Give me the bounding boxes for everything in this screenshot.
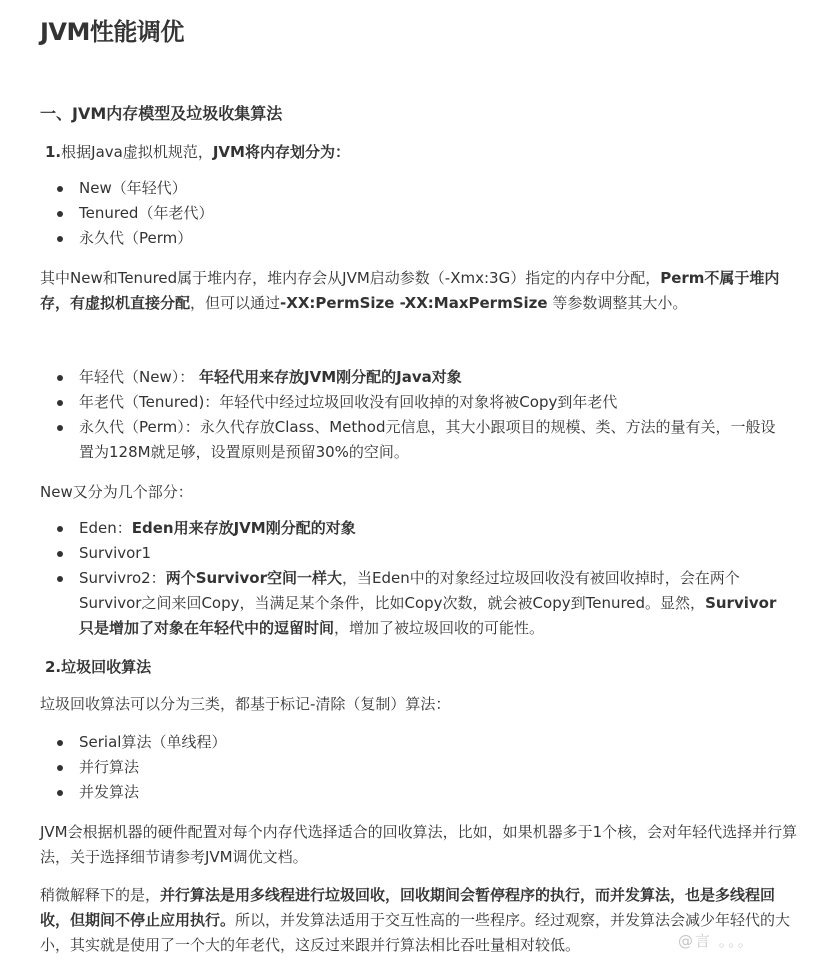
list-item [52, 730, 782, 755]
list-item-bold: 两个Survivor空间一样大 [165, 569, 342, 587]
bullet-icon [57, 526, 63, 532]
list-item-label: 永久代（Perm）： [79, 418, 200, 436]
subsection-heading-text: 2.垃圾回收算法 [45, 658, 152, 676]
subsection-number: 1. [45, 143, 62, 161]
list-item [52, 176, 782, 201]
bullet-icon [57, 186, 63, 192]
gc-algorithm-list [52, 730, 782, 805]
list-item-eden [52, 516, 782, 541]
list-item [52, 390, 782, 415]
generation-list [52, 176, 782, 251]
subsection-heading-gc [45, 655, 805, 680]
generation-detail-list [52, 365, 782, 465]
list-item-text: 永久代存放Class、Method元信息，其大小跟项目的规模、类、方法的量有关，一般设置为128M就足够，设置原则是预留30%的空间。 [79, 418, 776, 461]
bullet-icon [57, 576, 63, 582]
list-item-label: 年老代（Tenured)： [79, 393, 220, 411]
bullet-icon [57, 236, 63, 242]
bullet-icon [57, 551, 63, 557]
bullet-icon [57, 400, 63, 406]
list-item-bold: Survivor只是增加了对象在年轻代中的逗留时间 [79, 594, 777, 637]
list-item-text: ，增加了被垃圾回收的可能性。 [334, 619, 545, 637]
explanation-text-bold: 并行算法是用多线程进行垃圾回收，回收期间会暂停程序的执行，而并发算法，也是多线程回收，但期间不停止应用执行。 [40, 886, 776, 929]
list-item-text: 年轻代中经过垃圾回收没有回收掉的对象将被Copy到年老代 [219, 393, 618, 411]
bullet-icon [57, 425, 63, 431]
list-item [52, 780, 782, 805]
bullet-icon [57, 790, 63, 796]
list-item-label: 年轻代（New）： [79, 368, 195, 386]
jvm-selection-paragraph: JVM会根据机器的硬件配置对每个内存代选择适合的回收算法，比如，如果机器多于1个核，会对年轻代选择并行算法，关于选择细节请参考JVM调优文档。 [40, 823, 798, 866]
list-item-text: Serial算法（单线程） [79, 733, 227, 751]
heap-text: 等参数调整其大小。 [547, 294, 688, 312]
explanation-paragraph [40, 883, 800, 958]
gc-intro-paragraph: 垃圾回收算法可以分为三类，都基于标记-清除（复制）算法： [40, 695, 451, 713]
list-item [52, 365, 782, 390]
list-item-text: Tenured（年老代） [79, 204, 214, 222]
jvm-params: -XX:PermSize -XX:MaxPermSize [280, 294, 548, 312]
explanation-text: 所以，并发算法适用于交互性高的一些程序。经过观察，并发算法会减少年轻代的大小，其实就是使用了一个大的年老代，这反过来跟并行算法相比吞吐量相对较低。 [40, 911, 791, 954]
list-item-label: Eden： [79, 519, 132, 537]
subsection-heading-memory-division [45, 140, 805, 165]
list-item [52, 415, 782, 465]
watermark: @言 。。。 [678, 932, 755, 950]
heap-text: 其中New和Tenured属于堆内存，堆内存会从JVM启动参数（-Xmx:3G）指定的内存中分配， [40, 269, 661, 287]
list-item-label: Survivro2： [79, 569, 166, 587]
list-item-text: New（年轻代） [79, 179, 187, 197]
list-item [52, 226, 782, 251]
new-parts-list [52, 516, 782, 641]
subsection-text-bold: JVM将内存划分为： [212, 143, 350, 161]
list-item-text: 并行算法 [79, 758, 140, 776]
heap-paragraph [40, 266, 800, 316]
list-item-text: ，当Eden中的对象经过垃圾回收没有被回收掉时，会在两个Survivor之间来回Copy，当满足某个条件，比如Copy次数，就会被Copy到Tenured。显然， [79, 569, 740, 612]
list-item-bold: 年轻代用来存放JVM刚分配的Java对象 [199, 368, 462, 386]
heap-text-bold: Perm不属于堆内存，有虚拟机直接分配 [40, 269, 780, 312]
list-item-survivor2 [52, 566, 782, 641]
list-item-bold: Eden用来存放JVM刚分配的对象 [131, 519, 356, 537]
bullet-icon [57, 765, 63, 771]
list-item [52, 755, 782, 780]
heap-text: ，但可以通过 [190, 294, 281, 312]
list-item [52, 201, 782, 226]
list-item-text: 永久代（Perm） [79, 229, 193, 247]
list-item-label: Survivor1 [79, 544, 152, 562]
bullet-icon [57, 211, 63, 217]
list-item-survivor1 [52, 541, 782, 566]
new-parts-intro: New又分为几个部分： [40, 483, 193, 501]
list-item-text: 并发算法 [79, 783, 140, 801]
explanation-text: 稍微解释下的是， [40, 886, 161, 904]
subsection-text: 根据Java虚拟机规范， [61, 143, 213, 161]
bullet-icon [57, 375, 63, 381]
section-heading-memory-model: 一、JVM内存模型及垃圾收集算法 [40, 104, 283, 123]
page-title: JVM性能调优 [40, 18, 184, 46]
bullet-icon [57, 740, 63, 746]
